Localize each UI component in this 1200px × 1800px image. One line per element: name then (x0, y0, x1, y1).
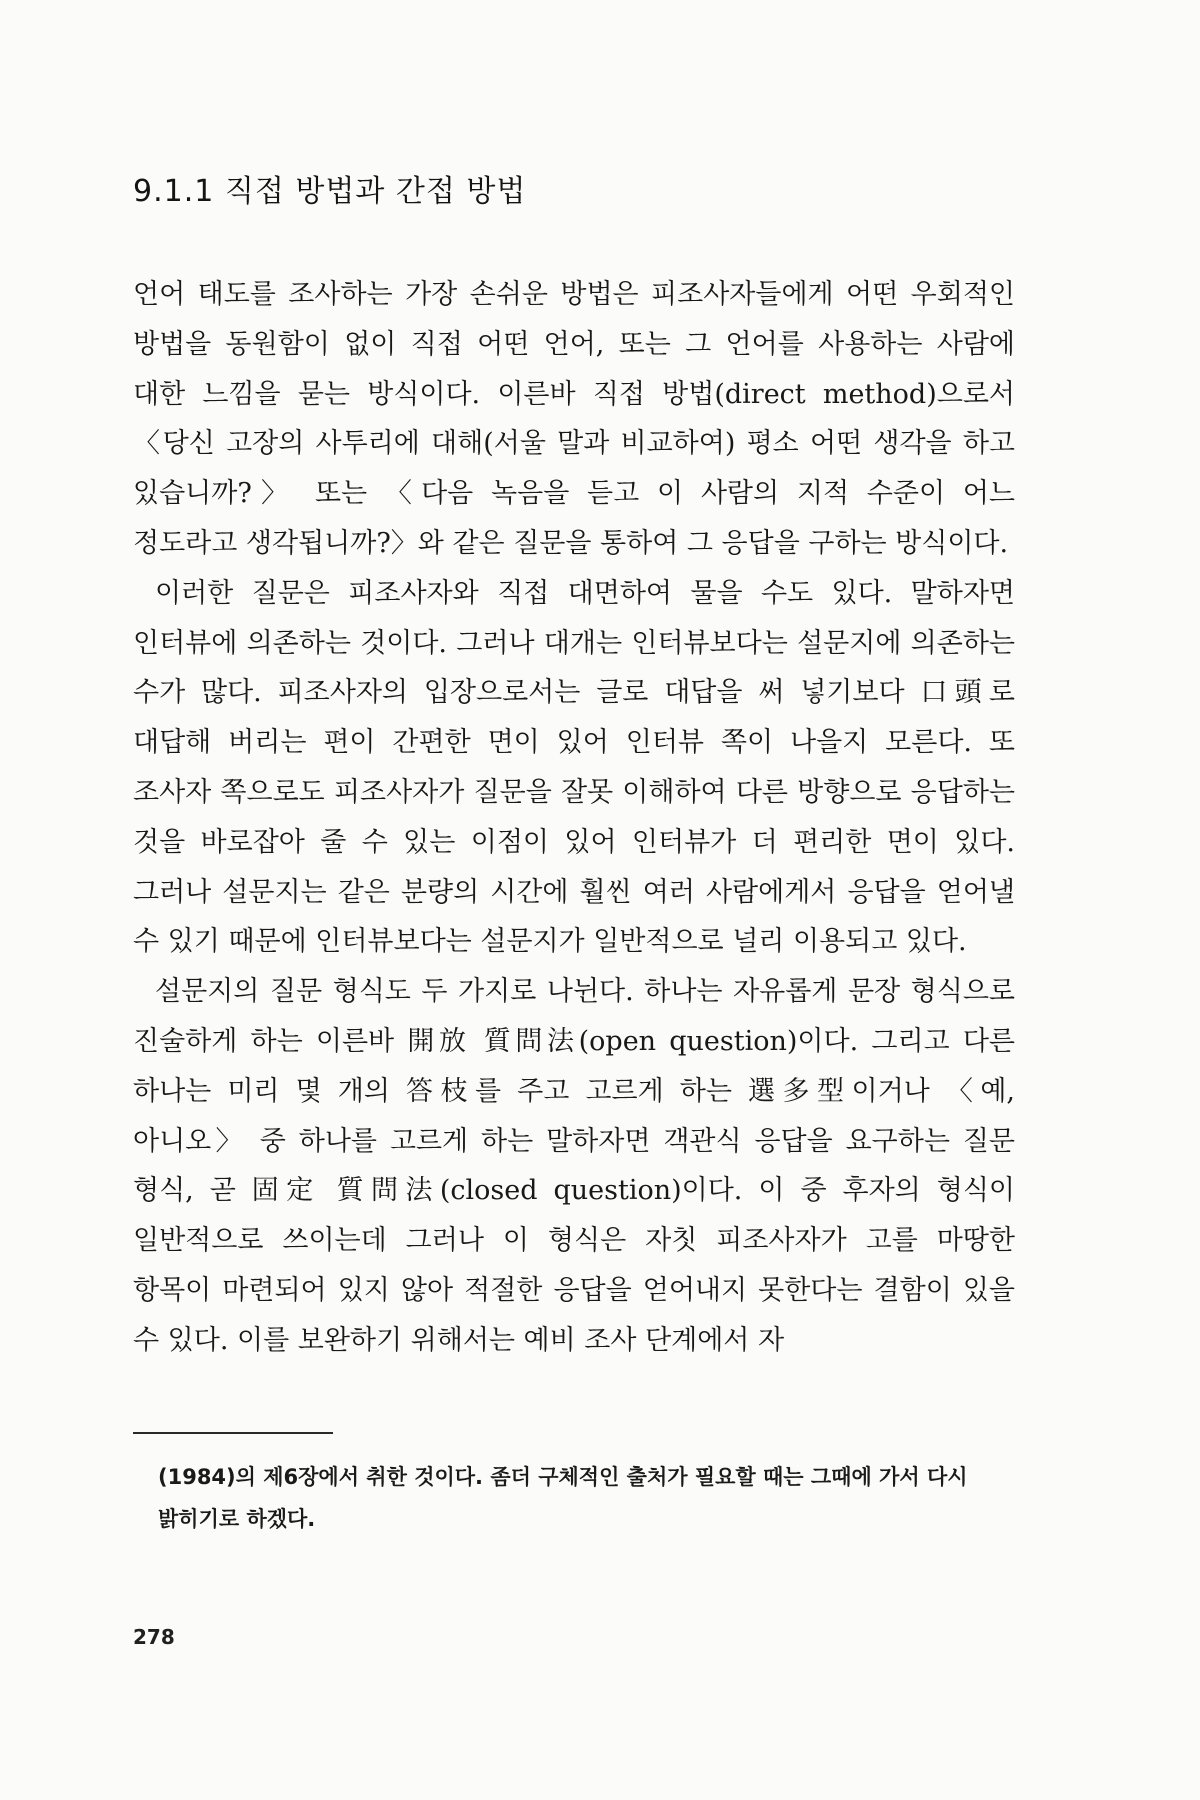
footnote-text: (1984)의 제6장에서 취한 것이다. 좀더 구체적인 출처가 필요할 때는 그때에 가서 다시 밝히기로 하겠다. (158, 1465, 968, 1531)
footnote-divider (133, 1432, 333, 1434)
page-number: 278 (133, 1625, 175, 1649)
body-text (133, 270, 1015, 1366)
paragraph-question-formats: 설문지의 질문 형식도 두 가지로 나뉜다. 하나는 자유롭게 문장 형식으로 진술하게 하는 이른바 開放 質問法(open question)이다. 그리고 다른 하나는 미리 몇 개의 答枝를 주고 고르게 하는 選多型이거나 〈예, 아니오〉 중 하나를 고르게 하는 말하자면 객관식 응답을 요구하는 질문 형식, 곧 固定 質問法(closed question)이다. 이 중 후자의 형식이 일반적으로 쓰이는데 그러나 이 형식은 자칫 피조사자가 고를 마땅한 항목이 마련되어 있지 않아 적절한 응답을 얻어내지 못한다는 결함이 있을 수 있다. 이를 보완하기 위해서는 예비 조사 단계에서 자 (133, 976, 1015, 1356)
section-heading: 9.1.1 직접 방법과 간접 방법 (133, 174, 527, 209)
paragraph-interview-vs-questionnaire: 이러한 질문은 피조사자와 직접 대면하여 물을 수도 있다. 말하자면 인터뷰에 의존하는 것이다. 그러나 대개는 인터뷰보다는 설문지에 의존하는 수가 많다. 피조사자의 입장으로서는 글로 대답을 써 넣기보다 口頭로 대답해 버리는 편이 간편한 면이 있어 인터뷰 쪽이 나을지 모른다. 또 조사자 쪽으로도 피조사자가 질문을 잘못 이해하여 다른 방향으로 응답하는 것을 바로잡아 줄 수 있는 이점이 있어 인터뷰가 더 편리한 면이 있다. 그러나 설문지는 같은 분량의 시간에 훨씬 여러 사람에게서 응답을 얻어낼 수 있기 때문에 인터뷰보다는 설문지가 일반적으로 널리 이용되고 있다. (133, 577, 1015, 958)
paragraph-direct-method: 언어 태도를 조사하는 가장 손쉬운 방법은 피조사자들에게 어떤 우회적인 방법을 동원함이 없이 직접 어떤 언어, 또는 그 언어를 사용하는 사람에 대한 느낌을 묻는 방식이다. 이른바 직접 방법(direct method)으로서 〈당신 고장의 사투리에 대해(서울 말과 비교하여) 평소 어떤 생각을 하고 있습니까?〉 또는 〈다음 녹음을 듣고 이 사람의 지적 수준이 어느 정도라고 생각됩니까?〉와 같은 질문을 통하여 그 응답을 구하는 방식이다. (133, 279, 1015, 559)
